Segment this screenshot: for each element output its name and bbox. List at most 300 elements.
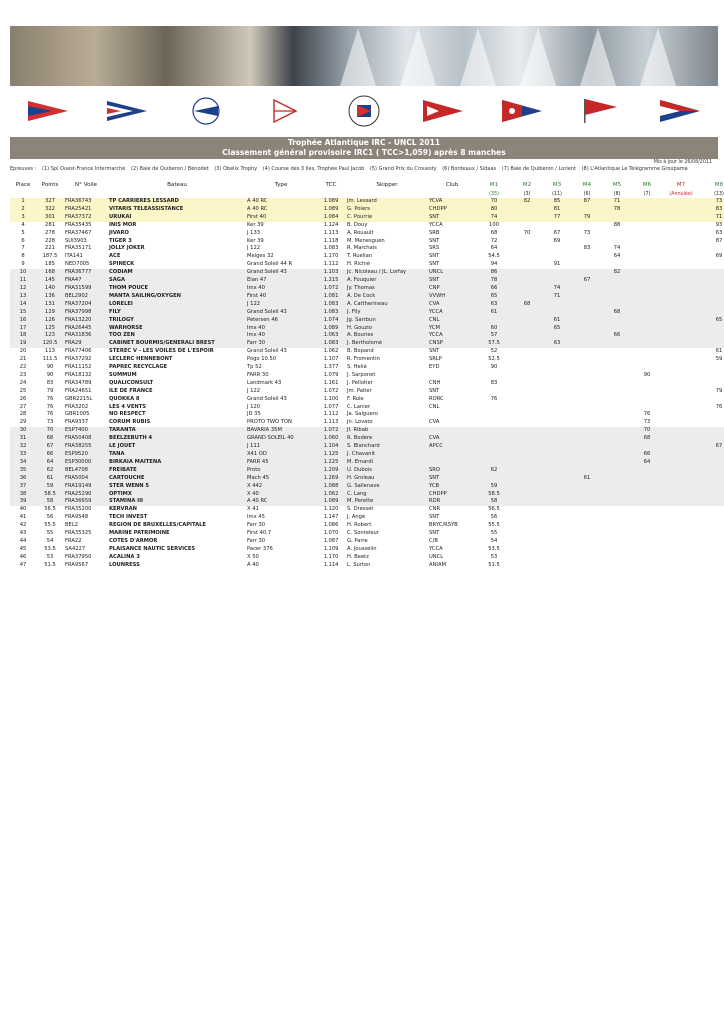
cell-m8: 65 (700, 317, 724, 325)
cell-boat: LECLERC HENNEBONT (109, 356, 173, 363)
cell-tcc: 1.083 (316, 340, 346, 348)
cell-place: 41 (19, 514, 27, 521)
cell-m2 (512, 498, 542, 506)
cell-m5: 74 (613, 245, 621, 252)
cell-m4 (572, 317, 602, 325)
cell-m5 (602, 467, 632, 475)
cell-m2 (512, 388, 542, 396)
cell-points: 187.5 (42, 253, 58, 260)
cell-club: CNR (429, 506, 441, 513)
cell-tcc: 1.124 (323, 221, 339, 228)
cell-club: APCC (428, 443, 476, 451)
cell-tcc: 1.170 (323, 253, 339, 260)
cell-skipper: C. Lang (346, 491, 428, 499)
cell-m2 (512, 317, 542, 325)
cell-club: RDR (428, 498, 476, 506)
cell-type: J 122 (247, 387, 261, 394)
cell-type: PROTO TWO TON (247, 419, 292, 426)
cell-club: CNH (429, 379, 441, 386)
cell-m6 (632, 198, 662, 206)
cell-m8 (700, 332, 724, 340)
cell-tcc: 1.120 (323, 506, 339, 513)
cell-boat: LORELEI (108, 301, 246, 309)
cell-points: 76 (46, 395, 54, 402)
cell-m4 (572, 514, 602, 522)
cell-boat: STER WENN 5 (108, 483, 246, 491)
burgee-logo-5 (579, 94, 623, 128)
cell-m7 (662, 198, 700, 206)
cell-m6 (632, 222, 662, 230)
cell-m5 (602, 230, 632, 238)
cell-points: 281 (45, 221, 55, 228)
cell-m1 (476, 388, 512, 396)
cell-m2 (512, 506, 542, 514)
cell-type: Landmark 43 (247, 379, 282, 386)
cell-m6 (632, 554, 662, 562)
cell-type: First 40 (246, 293, 316, 301)
cell-m8 (700, 269, 724, 277)
cell-skipper: J. Sarponet (347, 371, 376, 378)
cell-club: EYD (429, 364, 440, 371)
cell-m1: 65 (476, 293, 512, 301)
cell-m1: 57 (476, 332, 512, 340)
cell-m2 (512, 277, 542, 285)
cell-m8 (700, 467, 724, 475)
cell-type: Melges 32 (247, 253, 274, 260)
cell-points: 221 (45, 245, 55, 252)
cell-m5 (602, 285, 632, 293)
cell-m6 (632, 404, 662, 412)
cell-boat: ACE (109, 253, 121, 260)
cell-boat: CODIAM (108, 269, 246, 277)
cell-sail: FRA13220 (64, 317, 108, 325)
cell-points: 168 (36, 269, 64, 277)
cell-sail: FRA24651 (65, 387, 92, 394)
cell-m5 (602, 293, 632, 301)
cell-sail: FRA37204 (64, 301, 108, 309)
cell-place: 24 (19, 379, 27, 386)
cell-sail: ESP30000 (64, 459, 108, 467)
cell-m4 (572, 435, 602, 443)
cell-m7 (662, 443, 700, 451)
cell-m5 (602, 388, 632, 396)
table-row (10, 411, 724, 419)
cell-place: 37 (10, 483, 36, 491)
cell-club: SRS (429, 245, 440, 252)
cell-m8 (700, 427, 724, 435)
cell-m6 (632, 506, 662, 514)
cell-points: 131 (36, 301, 64, 309)
cell-points: 185 (45, 261, 55, 268)
cell-m1: 52 (490, 348, 498, 355)
cell-m6 (632, 491, 662, 499)
cell-sail: FRA3202 (65, 403, 89, 410)
cell-skipper: C. Pourrie (346, 214, 428, 222)
cell-m1: 53.5 (488, 545, 500, 552)
cell-m4 (572, 372, 602, 380)
cell-points: 61 (36, 475, 64, 483)
cell-m3 (542, 404, 572, 412)
cell-points: 145 (36, 277, 64, 285)
cell-place: 47 (19, 561, 27, 568)
cell-m8 (700, 396, 724, 404)
col-m8: M8 (714, 182, 724, 188)
table-row (10, 491, 724, 499)
cell-points: 123 (36, 332, 64, 340)
cell-boat: REGION DE BRUXELLES/CAPITALE (109, 522, 206, 529)
cell-m3 (542, 388, 572, 396)
cell-m5 (602, 238, 632, 246)
cell-m8 (700, 546, 724, 554)
cell-boat: FILY (108, 309, 246, 317)
cell-points: 59 (36, 483, 64, 491)
cell-m6 (632, 206, 662, 214)
cell-m7 (662, 214, 700, 222)
cell-boat: THOM POUCE (108, 285, 246, 293)
cell-m2 (512, 443, 542, 451)
cell-club: CVA (428, 301, 476, 309)
event-3: (3) Obelix Trophy (214, 166, 258, 172)
cell-boat: OPTIMX (108, 491, 246, 499)
cell-place: 43 (19, 530, 27, 537)
cell-m7 (662, 522, 700, 530)
cell-tcc: 1.087 (323, 537, 339, 544)
cell-place: 5 (21, 229, 25, 236)
cell-m2 (512, 309, 542, 317)
cell-m2 (512, 332, 542, 340)
cell-m8 (700, 451, 724, 459)
cell-m2: 82 (512, 198, 542, 206)
cell-m5: 78 (602, 206, 632, 214)
cell-m7 (662, 261, 700, 269)
cell-m4: 79 (572, 214, 602, 222)
cell-sail: FRA35325 (65, 530, 92, 537)
cell-m5 (602, 380, 632, 388)
cell-m4 (572, 356, 602, 364)
cell-place: 6 (21, 237, 25, 244)
cell-sail: FRA37998 (64, 309, 108, 317)
cell-points: 73 (46, 419, 54, 426)
cell-m2 (512, 491, 542, 499)
col-skipper: Skipper (376, 182, 398, 188)
cell-tcc: 1.377 (323, 364, 339, 371)
cell-m1: 57.5 (476, 340, 512, 348)
col-tcc: TCC (325, 182, 337, 188)
cell-m5: 64 (613, 253, 621, 260)
cell-m7 (662, 459, 700, 467)
cell-m3 (542, 506, 572, 514)
cell-m4 (572, 380, 602, 388)
cell-tcc: 1.084 (316, 214, 346, 222)
cell-m3 (542, 309, 572, 317)
table-row (10, 364, 724, 372)
cell-skipper: Jm. Patier (347, 387, 372, 394)
cell-m5 (602, 356, 632, 364)
cell-sail: FRA9548 (65, 514, 89, 521)
cell-skipper: S. Helié (347, 364, 367, 371)
cell-m6: 66 (632, 451, 662, 459)
cell-m8 (700, 506, 724, 514)
cell-m3 (542, 451, 572, 459)
cell-sail: FRA9567 (65, 561, 89, 568)
cell-type: Farr 30 (247, 522, 266, 529)
cell-m4 (572, 332, 602, 340)
cell-skipper: Jm. Lessard (346, 198, 428, 206)
cell-m4 (572, 419, 602, 427)
cell-points: 54 (46, 537, 54, 544)
cell-m3 (542, 491, 572, 499)
cell-club: YCM (428, 325, 476, 333)
table-row (10, 325, 724, 333)
cell-tcc: 1.063 (316, 332, 346, 340)
cell-m7 (662, 562, 700, 570)
cell-boat: STAMINA III (108, 498, 246, 506)
cell-m2 (512, 372, 542, 380)
cell-m2 (512, 538, 542, 546)
cell-boat: QUOKKA 8 (109, 395, 140, 402)
count-m7: (Annulée) (669, 191, 693, 197)
cell-boat: MARINE PATRIMOINE (109, 530, 170, 537)
cell-place: 44 (19, 537, 27, 544)
cell-m3 (542, 245, 572, 253)
burgee-logo-1 (26, 94, 70, 128)
cell-place: 34 (10, 459, 36, 467)
cell-m3 (542, 514, 572, 522)
cell-tcc: 1.089 (316, 206, 346, 214)
cell-m2 (512, 404, 542, 412)
table-row (10, 443, 724, 451)
cell-m1: 78 (476, 277, 512, 285)
cell-boat: KERVRAN (109, 506, 137, 513)
table-row (10, 380, 724, 388)
cell-club: SNT (429, 387, 440, 394)
col-m5: M5 (612, 182, 622, 188)
cell-m5 (602, 411, 632, 419)
cell-m8: 73 (700, 198, 724, 206)
table-row (10, 277, 724, 285)
cell-m8 (700, 364, 724, 372)
cell-m1: 59 (476, 483, 512, 491)
cell-m2 (512, 411, 542, 419)
cell-boat: SPINECK (109, 261, 135, 268)
cell-m7 (662, 340, 700, 348)
col-m7: M7 (676, 182, 686, 188)
cell-points: 90 (46, 364, 54, 371)
cell-m1 (476, 435, 512, 443)
cell-m7 (662, 554, 700, 562)
cell-m3 (542, 222, 572, 230)
cell-tcc: 1.072 (316, 285, 346, 293)
cell-tcc: 1.100 (323, 395, 339, 402)
col-m1: M1 (489, 182, 499, 188)
cell-sail: ESP9520 (64, 451, 108, 459)
cell-m6 (632, 364, 662, 372)
cell-sail: NED7005 (65, 261, 90, 268)
cell-type: A 40 RC (246, 498, 316, 506)
cell-m5 (602, 546, 632, 554)
cell-m1: 56 (490, 514, 498, 521)
cell-m8: 63 (715, 229, 723, 236)
cell-boat: LOUNRESS (109, 561, 140, 568)
table-row (10, 245, 724, 253)
cell-m7 (662, 238, 700, 246)
cell-club (428, 451, 476, 459)
cell-boat: QUALICONSULT (109, 379, 154, 386)
cell-m8 (700, 285, 724, 293)
cell-m2 (512, 206, 542, 214)
table-row (10, 514, 724, 522)
cell-club: C/B (429, 537, 438, 544)
cell-m5 (602, 277, 632, 285)
cell-m5: 82 (602, 269, 632, 277)
cell-m1: 62 (476, 467, 512, 475)
cell-points: 70 (36, 427, 64, 435)
table-row (10, 388, 724, 396)
count-m4: (6) (583, 191, 591, 197)
cell-club: SNT (428, 214, 476, 222)
cell-m5: 71 (602, 198, 632, 206)
cell-m2 (512, 467, 542, 475)
table-row (10, 467, 724, 475)
cell-sail: BEL2 (65, 522, 79, 529)
table-row (10, 396, 724, 404)
cell-m1: 58 (476, 498, 512, 506)
cell-m3 (542, 277, 572, 285)
cell-m4 (572, 253, 602, 261)
cell-type: Ker 39 (247, 221, 264, 228)
cell-m7 (662, 317, 700, 325)
cell-type: Proto (246, 467, 316, 475)
cell-place: 21 (19, 356, 27, 363)
cell-m4 (572, 206, 602, 214)
cell-skipper: H. Beetz (347, 553, 369, 560)
cell-m6 (632, 301, 662, 309)
cell-m7 (662, 506, 700, 514)
table-row (10, 435, 724, 443)
cell-skipper: J. Chavanit (346, 451, 428, 459)
cell-m4 (572, 309, 602, 317)
cell-type: J 120 (247, 403, 261, 410)
cell-type: Ker 39 (247, 237, 264, 244)
table-row (10, 427, 724, 435)
cell-boat: CABINET BOURMIS/GENERALI BREST (108, 340, 246, 348)
cell-points: 83 (46, 379, 54, 386)
cell-m2 (512, 419, 542, 427)
cell-m2 (512, 475, 542, 483)
cell-m4 (572, 293, 602, 301)
cell-m5 (602, 506, 632, 514)
cell-m1: 74 (476, 214, 512, 222)
event-8: (8) L'Atlantique Le Télégramme Groupama (581, 166, 688, 172)
table-subheader (10, 190, 724, 198)
col-sail: N° Voile (74, 182, 98, 188)
cell-skipper: H. Gouzio (346, 325, 428, 333)
table-row (10, 562, 724, 570)
cell-place: 39 (10, 498, 36, 506)
cell-type: Grand Soleil 43 (246, 269, 316, 277)
cell-m3 (542, 372, 572, 380)
table-row (10, 317, 724, 325)
table-row (10, 285, 724, 293)
cell-m3 (542, 364, 572, 372)
cell-skipper: A. Bouries (346, 332, 428, 340)
cell-m2 (512, 554, 542, 562)
cell-m2 (512, 459, 542, 467)
cell-sail: BEL4708 (64, 467, 108, 475)
cell-club: UNCL (428, 269, 476, 277)
cell-m7 (662, 530, 700, 538)
cell-skipper: Jy. Thomas (346, 285, 428, 293)
cell-m2 (512, 396, 542, 404)
cell-points: 56 (46, 514, 54, 521)
cell-m6 (632, 356, 662, 364)
cell-club: BRYC/RSYB (429, 522, 458, 529)
col-m3: M3 (552, 182, 562, 188)
cell-place: 2 (10, 206, 36, 214)
cell-skipper: U. Dubois (346, 467, 428, 475)
count-m2: (3) (523, 191, 531, 197)
cell-m8: 79 (715, 387, 723, 394)
cell-m6 (632, 245, 662, 253)
table-row (10, 451, 724, 459)
cell-tcc: 1.114 (323, 561, 339, 568)
cell-boat: PLAISANCE NAUTIC SERVICES (109, 545, 196, 552)
cell-place: 13 (10, 293, 36, 301)
table-row (10, 554, 724, 562)
cell-points: 140 (36, 285, 64, 293)
cell-m3 (542, 498, 572, 506)
cell-m5 (602, 372, 632, 380)
cell-boat: TANA (108, 451, 246, 459)
cell-m5: 88 (613, 221, 621, 228)
cell-m8 (700, 372, 724, 380)
cell-m7 (662, 419, 700, 427)
cell-club: YCCA (428, 309, 476, 317)
cell-m3 (542, 554, 572, 562)
cell-tcc: 1.147 (323, 514, 339, 521)
cell-points: 125 (36, 325, 64, 333)
cell-m1: 55 (490, 530, 498, 537)
cell-m6 (632, 269, 662, 277)
cell-m8 (700, 435, 724, 443)
cell-skipper: JI. Ribab (346, 427, 428, 435)
cell-m5: 66 (602, 332, 632, 340)
cell-m4 (572, 443, 602, 451)
cell-m2 (512, 364, 542, 372)
cell-m4 (572, 538, 602, 546)
cell-m3: 91 (553, 261, 561, 268)
cell-m1: 61 (476, 309, 512, 317)
cell-m5 (602, 491, 632, 499)
cell-m3 (542, 562, 572, 570)
cell-sail: FRA37292 (65, 356, 92, 363)
cell-place: 38 (10, 491, 36, 499)
cell-m7 (662, 475, 700, 483)
cell-sail: FRA29 (64, 340, 108, 348)
cell-m6 (632, 467, 662, 475)
table-row (10, 214, 724, 222)
cell-m5 (602, 396, 632, 404)
cell-m1 (476, 451, 512, 459)
cell-place: 32 (10, 443, 36, 451)
cell-m8 (700, 293, 724, 301)
cell-points: 278 (45, 229, 55, 236)
cell-points: 58.5 (36, 491, 64, 499)
event-7: (7) Baie de Quiberon / Lorient (501, 166, 576, 172)
events-label: Epreuves : (10, 166, 37, 172)
table-row (10, 198, 724, 206)
cell-skipper: H. Robert (347, 522, 372, 529)
